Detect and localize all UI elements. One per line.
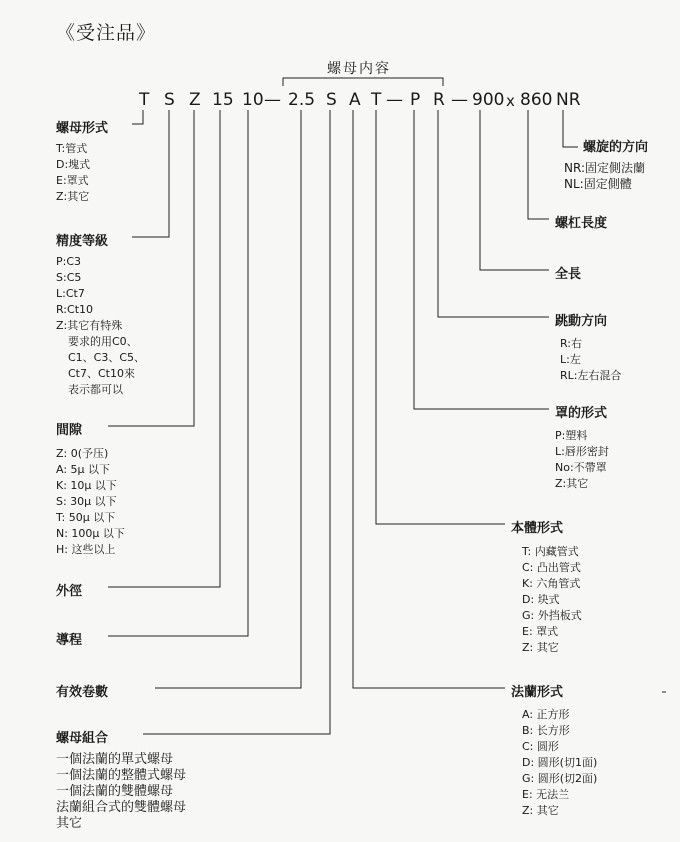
list-item: D:塊式 [56,158,91,171]
list-item: D: 块式 [522,593,560,606]
list-item: T: 50μ 以下 [56,511,116,524]
code-screw-length: 860 [520,90,553,110]
list-item: C1、C3、C5、 [68,351,146,364]
code-turns: 2.5 [288,90,316,110]
code-dash: — [264,90,281,110]
list-item: S: 30μ 以下 [56,495,117,508]
list-item: D: 圆形(切1面) [522,756,598,769]
list-item: L:唇形密封 [555,445,609,458]
code-times: x [506,92,515,110]
cover-title: 罩的形式 [555,406,608,421]
list-item: Z: 其它 [522,641,559,654]
list-item: NR:固定側法蘭 [564,161,645,175]
code-total-length: 900 [472,90,505,110]
list-item: 一個法蘭的單式螺母 [56,752,174,767]
body-title: 本體形式 [511,521,564,536]
list-item: T:管式 [56,142,88,155]
list-item: E: 罩式 [522,625,559,638]
list-item: N: 100μ 以下 [56,527,125,540]
list-item: P:C3 [56,255,82,268]
runout-title: 跳動方向 [555,314,608,329]
list-item: E:罩式 [56,174,89,187]
turns-title: 有效卷數 [56,685,109,700]
lead-title: 導程 [56,633,83,648]
thread-dir-title: 螺旋的方向 [583,140,649,155]
list-item: Z: 0(予压) [56,447,109,460]
list-item: B: 长方形 [522,724,570,737]
list-item: Z: 其它 [522,804,559,817]
list-item: R:Ct10 [56,303,94,316]
list-item: P:塑料 [555,429,588,442]
list-item: Z:其它有特殊 [56,319,123,332]
list-item: 表示都可以 [68,383,123,396]
code-cover: P [410,90,421,110]
list-item: 要求的用C0、 [68,335,138,348]
list-item: NL:固定側體 [564,177,632,191]
list-item: 法蘭組合式的雙體螺母 [56,800,187,815]
list-item: Z:其它 [555,477,589,490]
list-item: K: 10μ 以下 [56,479,117,492]
code-body: T [371,90,382,110]
list-item: A: 5μ 以下 [56,463,111,476]
code-runout: R [433,90,445,110]
list-item: R:右 [560,337,583,350]
flange-title: 法蘭形式 [511,685,564,700]
list-item: Ct7、Ct10來 [68,367,135,380]
list-item: K: 六角管式 [522,577,581,590]
list-item: RL:左右混合 [560,369,622,382]
screw-length-title: 螺杠長度 [555,216,608,231]
clearance-title: 間隙 [56,423,83,438]
nut-type-title: 螺母形式 [56,121,109,136]
code-thread-dir: NR [556,90,581,110]
code-combination: S [326,90,337,110]
list-item: G: 外挡板式 [522,609,582,622]
code-dash: — [451,90,468,110]
code-dash: — [386,90,403,110]
list-item: C: 圆形 [522,740,559,753]
list-item: 一個法蘭的整體式螺母 [56,768,187,783]
list-item: L:左 [560,353,581,366]
outer-diameter-title: 外徑 [56,584,83,599]
code-precision: S [164,90,175,110]
list-item: 其它 [56,816,83,831]
code-clearance: Z [189,90,201,110]
list-item: No:不帶罩 [555,461,607,474]
list-item: L:Ct7 [56,287,85,300]
nut-content-label: 螺母内容 [327,61,391,77]
list-item: H: 这些以上 [56,543,116,556]
list-item: T: 内藏管式 [522,545,579,558]
combination-title: 螺母組合 [56,731,109,746]
list-item: Z:其它 [56,190,90,203]
list-item: A: 正方形 [522,708,570,721]
list-item: E: 无法兰 [522,788,570,801]
list-item: 一個法蘭的雙體螺母 [56,784,174,799]
code-flange: A [349,90,361,110]
code-nut-type: T [139,90,150,110]
page-title: 《受注品》 [56,22,157,44]
list-item: C: 凸出管式 [522,561,581,574]
list-item: S:C5 [56,271,82,284]
code-lead: 10 [242,90,264,110]
code-outer-diameter: 15 [212,90,234,110]
precision-title: 精度等級 [56,234,109,249]
total-length-title: 全長 [555,267,582,282]
list-item: G: 圆形(切2面) [522,772,598,785]
